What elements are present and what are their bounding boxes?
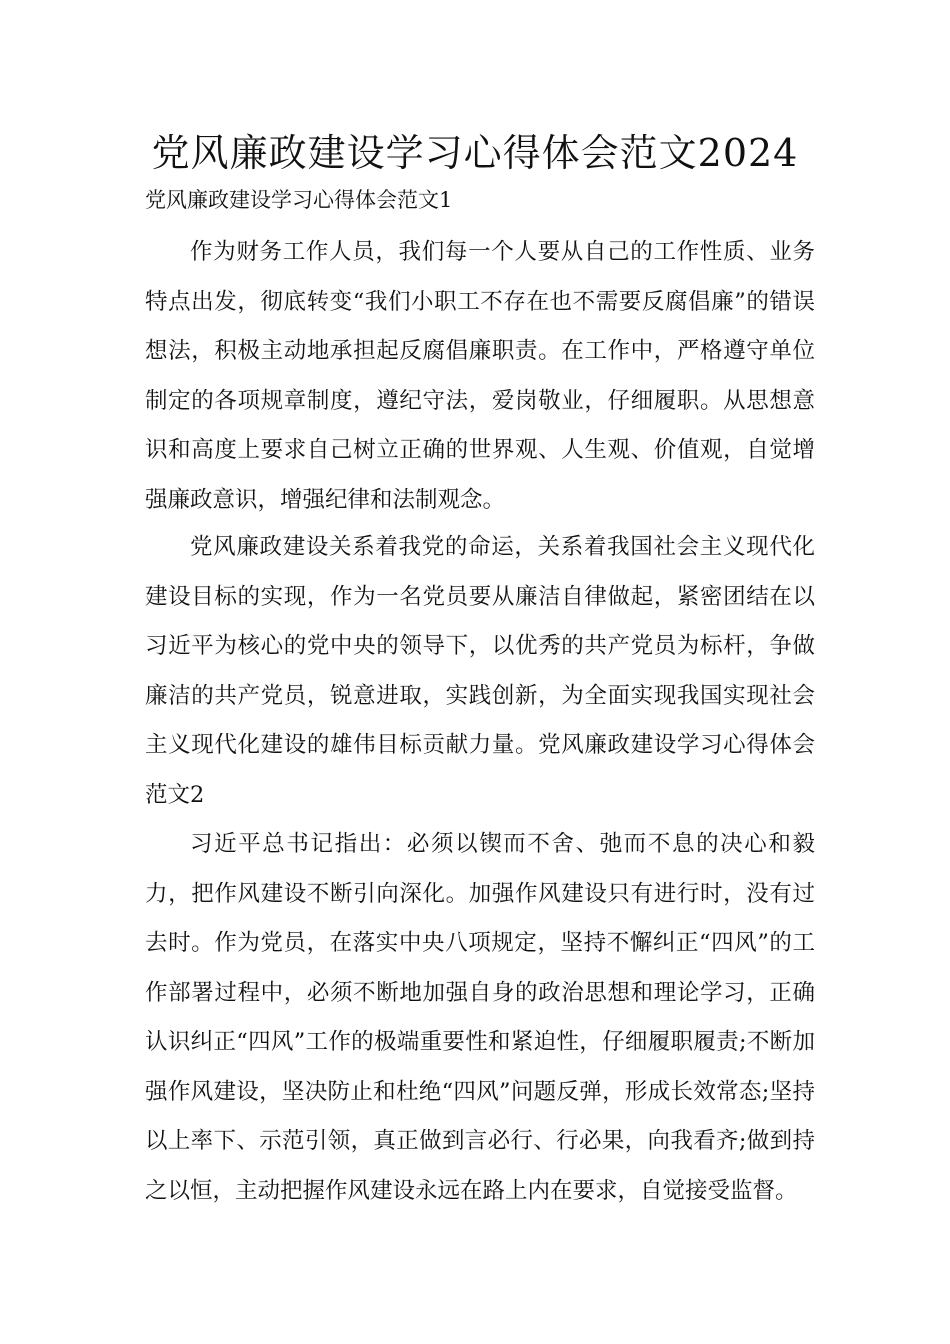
document-title: 党风廉政建设学习心得体会范文2024: [151, 131, 799, 175]
paragraph-1: 作为财务工作人员，我们每一个人要从自己的工作性质、业务特点出发，彻底转变“我们小职工不存在也不需要反腐倡廉”的错误想法，积极主动地承担起反腐倡廉职责。在工作中，严格遵守单位制定的各项规章制度，遵纪守法，爱岗敬业，仔细履职。从思想意识和高度上要求自己树立正确的世界观、人生观、价值观，自觉增强廉政意识，增强纪律和法制观念。: [145, 239, 815, 513]
paragraph-3: 习近平总书记指出：必须以锲而不舍、弛而不息的决心和毅力，把作风建设不断引向深化。加强作风建设只有进行时，没有过去时。作为党员，在落实中央八项规定，坚持不懈纠正“四风”的工作部署过程中，必须不断地加强自身的政治思想和理论学习，正确认识纠正“四风”工作的极端重要性和紧迫性，仔细履职履责;不断加强作风建设，坚决防止和杜绝“四风”问题反弹，形成长效常态;坚持以上率下、示范引领，真正做到言必行、行必果，向我看齐;做到持之以恒，主动把握作风建设永远在路上内在要求，自觉接受监督。: [145, 831, 815, 1204]
section-heading: 党风廉政建设学习心得体会范文1: [145, 188, 453, 212]
paragraph-2: 党风廉政建设关系着我党的命运，关系着我国社会主义现代化建设目标的实现，作为一名党员要从廉洁自律做起，紧密团结在以习近平为核心的党中央的领导下，以优秀的共产党员为标杆，争做廉洁的共产党员，锐意进取，实践创新，为全面实现我国实现社会主义现代化建设的雄伟目标贡献力量。党风廉政建设学习心得体会范文2: [145, 534, 815, 808]
